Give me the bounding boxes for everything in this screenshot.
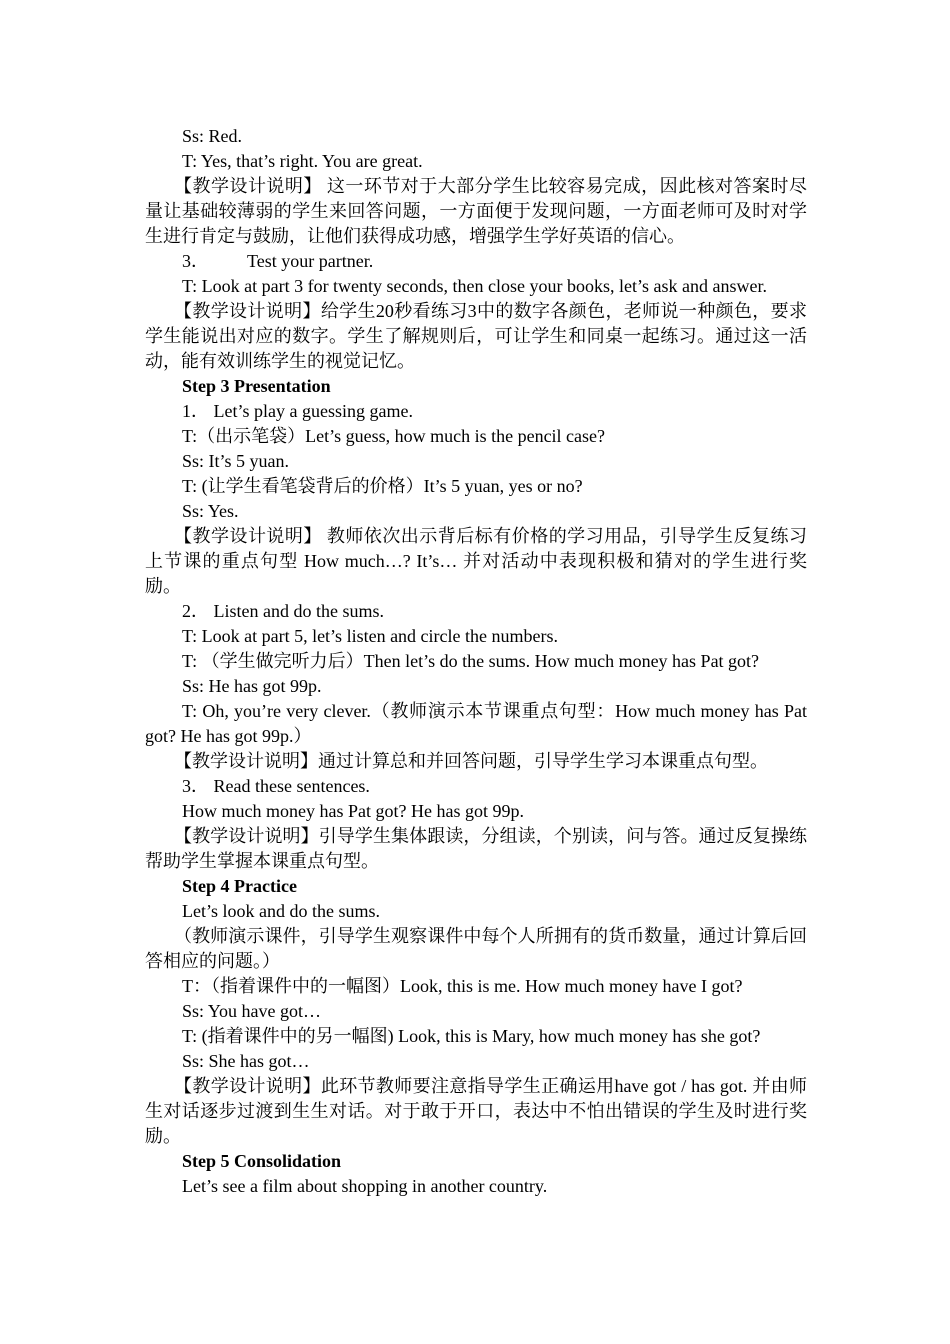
step-heading: Step 4 Practice — [182, 876, 297, 896]
activity-number: 3． — [182, 251, 209, 271]
design-note: 【教学设计说明】通过计算总和并回答问题，引导学生学习本课重点句型。 — [174, 751, 768, 771]
dialogue-line: T：（指着课件中的一幅图）Look, this is me. How much money have I got? — [182, 976, 743, 996]
dialogue-line: T: Oh, you’re very clever.（教师演示本节课重点句型：How much money has Pat got? He has got 99p.） — [145, 701, 807, 746]
activity-heading — [145, 249, 807, 274]
dialogue-line: Ss: It’s 5 yuan. — [182, 451, 290, 471]
dialogue-line: T: (指着课件中的另一幅图) Look, this is Mary, how much money has she got? — [182, 1026, 761, 1046]
activity-heading: Let’s see a film about shopping in another country. — [182, 1176, 548, 1196]
dialogue-line: T: Look at part 5, let’s listen and circle the numbers. — [182, 626, 558, 646]
dialogue-line: Ss: He has got 99p. — [182, 676, 322, 696]
step-heading: Step 3 Presentation — [182, 376, 331, 396]
activity-heading: 1． Let’s play a guessing game. — [182, 401, 413, 421]
teacher-instruction: （教师演示课件，引导学生观察课件中每个人所拥有的货币数量，通过计算后回答相应的问题。） — [145, 926, 807, 971]
activity-heading: 2． Listen and do the sums. — [182, 601, 384, 621]
dialogue-line: T: Yes, that’s right. You are great. — [182, 151, 423, 171]
document-body — [145, 124, 807, 1199]
design-note: 【教学设计说明】 这一环节对于大部分学生比较容易完成，因此核对答案时尽量让基础较薄弱的学生来回答问题，一方面便于发现问题，一方面老师可及时对学生进行肯定与鼓励，让他们获得成功感，增强学生学好英语的信心。 — [145, 176, 807, 246]
design-note: 【教学设计说明】引导学生集体跟读，分组读，个别读，问与答。通过反复操练帮助学生掌握本课重点句型。 — [145, 826, 807, 871]
dialogue-line: T: Look at part 3 for twenty seconds, then close your books, let’s ask and answer. — [182, 276, 767, 296]
activity-heading: 3． Read these sentences. — [182, 776, 370, 796]
dialogue-line: Ss: You have got… — [182, 1001, 322, 1021]
dialogue-line: Ss: Yes. — [182, 501, 239, 521]
activity-heading: Let’s look and do the sums. — [182, 901, 380, 921]
activity-title: Test your partner. — [247, 251, 374, 271]
dialogue-line: Ss: Red. — [182, 126, 243, 146]
design-note: 【教学设计说明】 教师依次出示背后标有价格的学习用品，引导学生反复练习上节课的重点句型 How much…? It’s… 并对活动中表现积极和猜对的学生进行奖励。 — [145, 526, 807, 596]
dialogue-line: T:（出示笔袋）Let’s guess, how much is the pencil case? — [182, 426, 606, 446]
dialogue-line: Ss: She has got… — [182, 1051, 310, 1071]
design-note: 【教学设计说明】此环节教师要注意指导学生正确运用have got / has got. 并由师生对话逐步过渡到生生对话。对于敢于开口，表达中不怕出错误的学生及时进行奖励。 — [145, 1076, 807, 1146]
dialogue-line: T: (让学生看笔袋背后的价格）It’s 5 yuan, yes or no? — [182, 476, 583, 496]
step-heading: Step 5 Consolidation — [182, 1151, 342, 1171]
dialogue-line: T: （学生做完听力后）Then let’s do the sums. How much money has Pat got? — [182, 651, 760, 671]
design-note: 【教学设计说明】给学生20秒看练习3中的数字各颜色，老师说一种颜色，要求学生能说出对应的数字。学生了解规则后，可让学生和同桌一起练习。通过这一活动，能有效训练学生的视觉记忆。 — [145, 301, 807, 371]
dialogue-line: How much money has Pat got? He has got 99p. — [182, 801, 524, 821]
